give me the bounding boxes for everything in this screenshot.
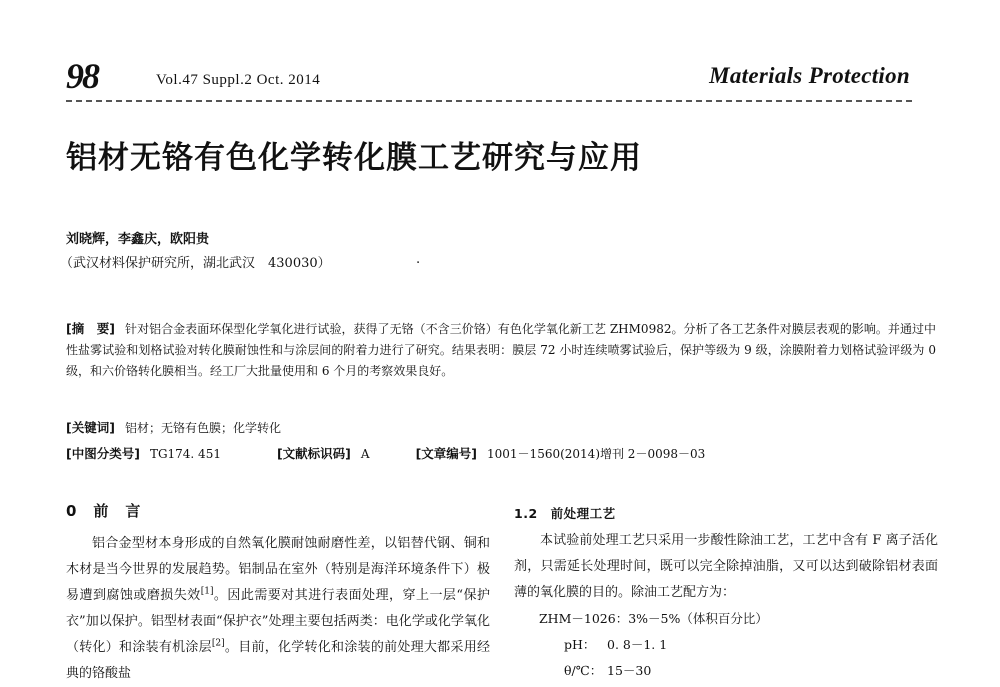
- volume-info: Vol.47 Suppl.2 Oct. 2014: [156, 72, 321, 88]
- foreword-text-c: 。目前，化学转化和涂装的前处理大都采用经典的铬酸盐: [66, 640, 490, 681]
- section-heading-pretreatment: 1.2 前处理工艺: [514, 506, 616, 521]
- abstract-label: [摘 要]: [66, 321, 116, 336]
- article-authors: 刘晓辉，李鑫庆，欧阳贵: [66, 232, 210, 247]
- keywords-line: [66, 418, 281, 436]
- stray-mark: .: [416, 252, 421, 267]
- citation-2: [2]: [211, 638, 225, 649]
- abstract-text: 针对铝合金表面环保型化学氧化进行试验，获得了无铬（不含三价铬）有色化学氧化新工艺 ZHM0982。分析了各工艺条件对膜层表观的影响。并通过中性盐雾试验和划格试验对转化膜耐蚀性和与涂层间的附着力进行了研究。结果表明：膜层 72 小时连续喷雾试验后，保护等级为 9 级，涂膜附着力划格试验评级为 0 级，和六价铬转化膜相当。经工厂大批量使用和 6 个月的考察效果良好。: [66, 322, 936, 378]
- article-no-label: [文章编号]: [415, 446, 478, 461]
- article-no-value: 1001－1560(2014)增刊 2－0098－03: [487, 447, 706, 461]
- article-affiliation: （武汉材料保护研究所，湖北武汉 430030）: [60, 256, 331, 271]
- pretreatment-block: [514, 528, 938, 684]
- section-heading-foreword: 0 前 言: [66, 502, 142, 520]
- ph-label: pH：: [564, 637, 596, 652]
- ph-line: [514, 632, 938, 658]
- doc-code-label: [文献标识码]: [276, 446, 351, 461]
- abstract-block: [66, 318, 936, 382]
- ph-value: 0. 8－1. 1: [607, 637, 668, 652]
- temperature-value: 15－30: [607, 663, 652, 678]
- clc-value: TG174. 451: [149, 447, 221, 461]
- keywords-text: 铝材；无铬有色膜；化学转化: [124, 421, 281, 435]
- classification-line: [66, 444, 705, 462]
- article-title: 铝材无铬有色化学转化膜工艺研究与应用: [66, 140, 642, 176]
- formula-line: ZHM－1026：3%－5%（体积百分比）: [539, 611, 768, 626]
- temperature-line: [514, 658, 938, 684]
- page-number: 98: [66, 56, 98, 96]
- journal-name: Materials Protection: [709, 63, 910, 88]
- foreword-text-a: 铝合金型材本身形成的自然氧化膜耐蚀耐磨性差，以铝替代钢、铜和木材是当今世界的发展趋势。铝制品在室外（特别是海洋环境条件下）极易遭到腐蚀或磨损失效: [66, 536, 490, 603]
- citation-1: [1]: [200, 586, 214, 597]
- header-rule: [66, 100, 912, 102]
- temperature-label: θ/℃：: [564, 663, 603, 678]
- foreword-paragraph: [66, 531, 490, 687]
- pretreatment-paragraph: 本试验前处理工艺只采用一步酸性除油工艺，工艺中含有 F 离子活化剂，只需延长处理时间，既可以完全除掉油脂，又可以达到破除铝材表面薄的氧化膜的目的。除油工艺配方为：: [514, 533, 938, 600]
- keywords-label: [关键词]: [66, 420, 115, 435]
- doc-code-value: A: [360, 447, 370, 461]
- foreword-text-b: 。因此需要对其进行表面处理，穿上一层“保护衣”加以保护。铝型材表面“保护衣”处理主要包括两类：电化学或化学氧化（转化）和涂装有机涂层: [66, 588, 490, 655]
- clc-label: [中图分类号]: [66, 446, 140, 461]
